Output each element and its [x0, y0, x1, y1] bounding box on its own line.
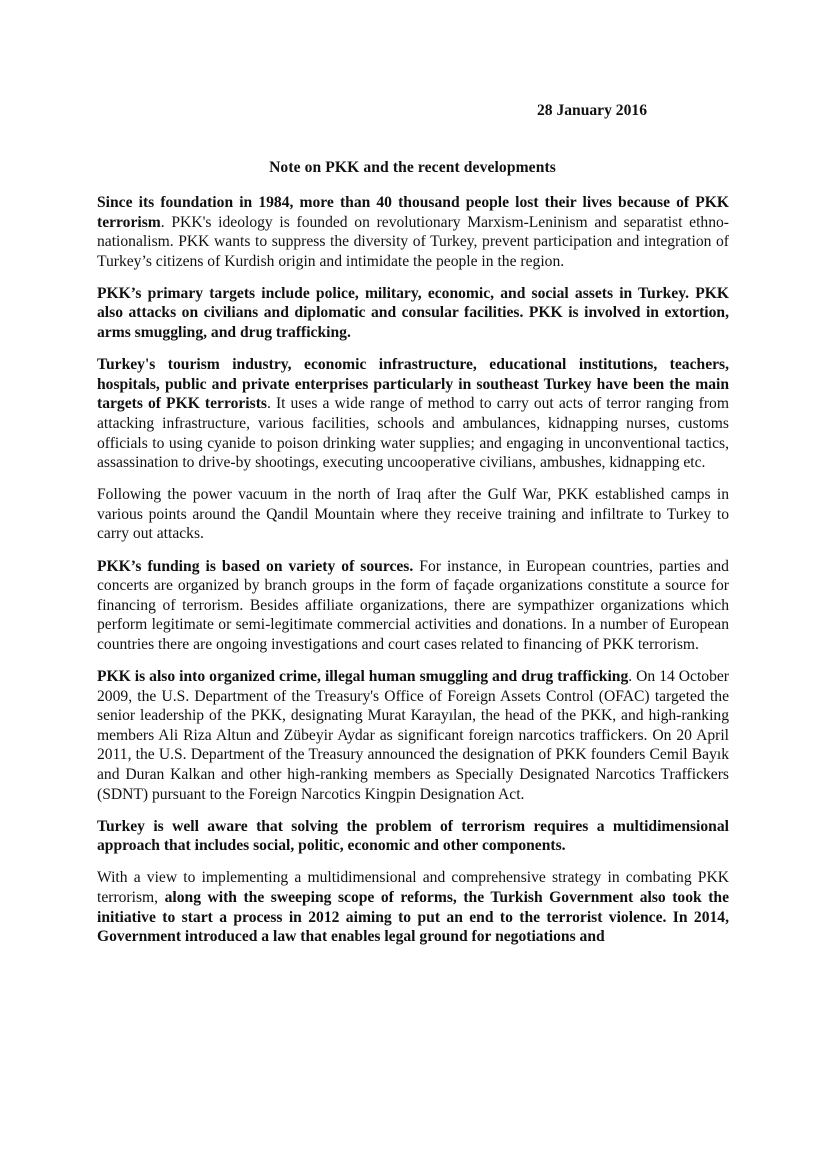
paragraph-3: Turkey's tourism industry, economic infrastructure, educational institutions, teachers, hospitals, public and private enterprises particularly in southeast Turkey have been the main targets of PKK terrorists. It uses a wide range of method to carry out acts of terror ranging from attacking infrastructure, various facilities, schools and ambulances, kidnapping nurses, customs officials to using cyanide to poison drinking water supplies; and engaging in unconventional tactics, assassination to drive-by shootings, executing uncooperative civilians, ambushes, kidnapping etc.: [97, 356, 729, 472]
paragraph-6: PKK is also into organized crime, illegal human smuggling and drug trafficking. On 14 October 2009, the U.S. Department of the Treasury's Office of Foreign Assets Control (OFAC) targeted the senior leadership of the PKK, designating Murat Karayılan, the head of the PKK, and high-ranking members Ali Riza Altun and Zübeyir Aydar as significant foreign narcotics traffickers. On 20 April 2011, the U.S. Department of the Treasury announced the designation of PKK founders Cemil Bayık and Duran Kalkan and other high-ranking members as Specially Designated Narcotics Traffickers (SDNT) pursuant to the Foreign Narcotics Kingpin Designation Act.: [97, 667, 729, 803]
paragraph-2: PKK’s primary targets include police, military, economic, and social assets in Turkey. PKK also attacks on civilians and diplomatic and consular facilities. PKK is involved in extortion, arms smuggling, and drug trafficking.: [97, 284, 729, 342]
document-date: 28 January 2016: [536, 102, 647, 119]
paragraph-5: PKK’s funding is based on variety of sources. For instance, in European countries, parties and concerts are organized by branch groups in the form of façade organizations constitute a source for financing of terrorism. Besides affiliate organizations, there are sympathizer organizations which perform legitimate or semi-legitimate commercial activities and donations. In a number of European countries there are ongoing investigations and court cases related to financing of PKK terrorism.: [97, 557, 729, 653]
paragraph-4: Following the power vacuum in the north of Iraq after the Gulf War, PKK established camps in various points around the Qandil Mountain where they receive training and infiltrate to Turkey to carry out attacks.: [97, 486, 729, 543]
document-body: [97, 193, 729, 959]
paragraph-8: With a view to implementing a multidimensional and comprehensive strategy in combating PKK terrorism, along with the sweeping scope of reforms, the Turkish Government also took the initiative to start a process in 2012 aiming to put an end to the terrorist violence. In 2014, Government introduced a law that enables legal ground for negotiations and: [97, 869, 730, 946]
paragraph-7: Turkey is well aware that solving the problem of terrorism requires a multidimensional approach that includes social, politic, economic and other components.: [97, 817, 729, 855]
document-title: Note on PKK and the recent developments: [269, 159, 556, 176]
paragraph-1: Since its foundation in 1984, more than 40 thousand people lost their lives because of PKK terrorism. PKK's ideology is founded on revolutionary Marxism-Leninism and separatist ethno-nationalism. PKK wants to suppress the diversity of Turkey, prevent participation and integration of Turkey’s citizens of Kurdish origin and intimidate the people in the region.: [97, 194, 729, 270]
